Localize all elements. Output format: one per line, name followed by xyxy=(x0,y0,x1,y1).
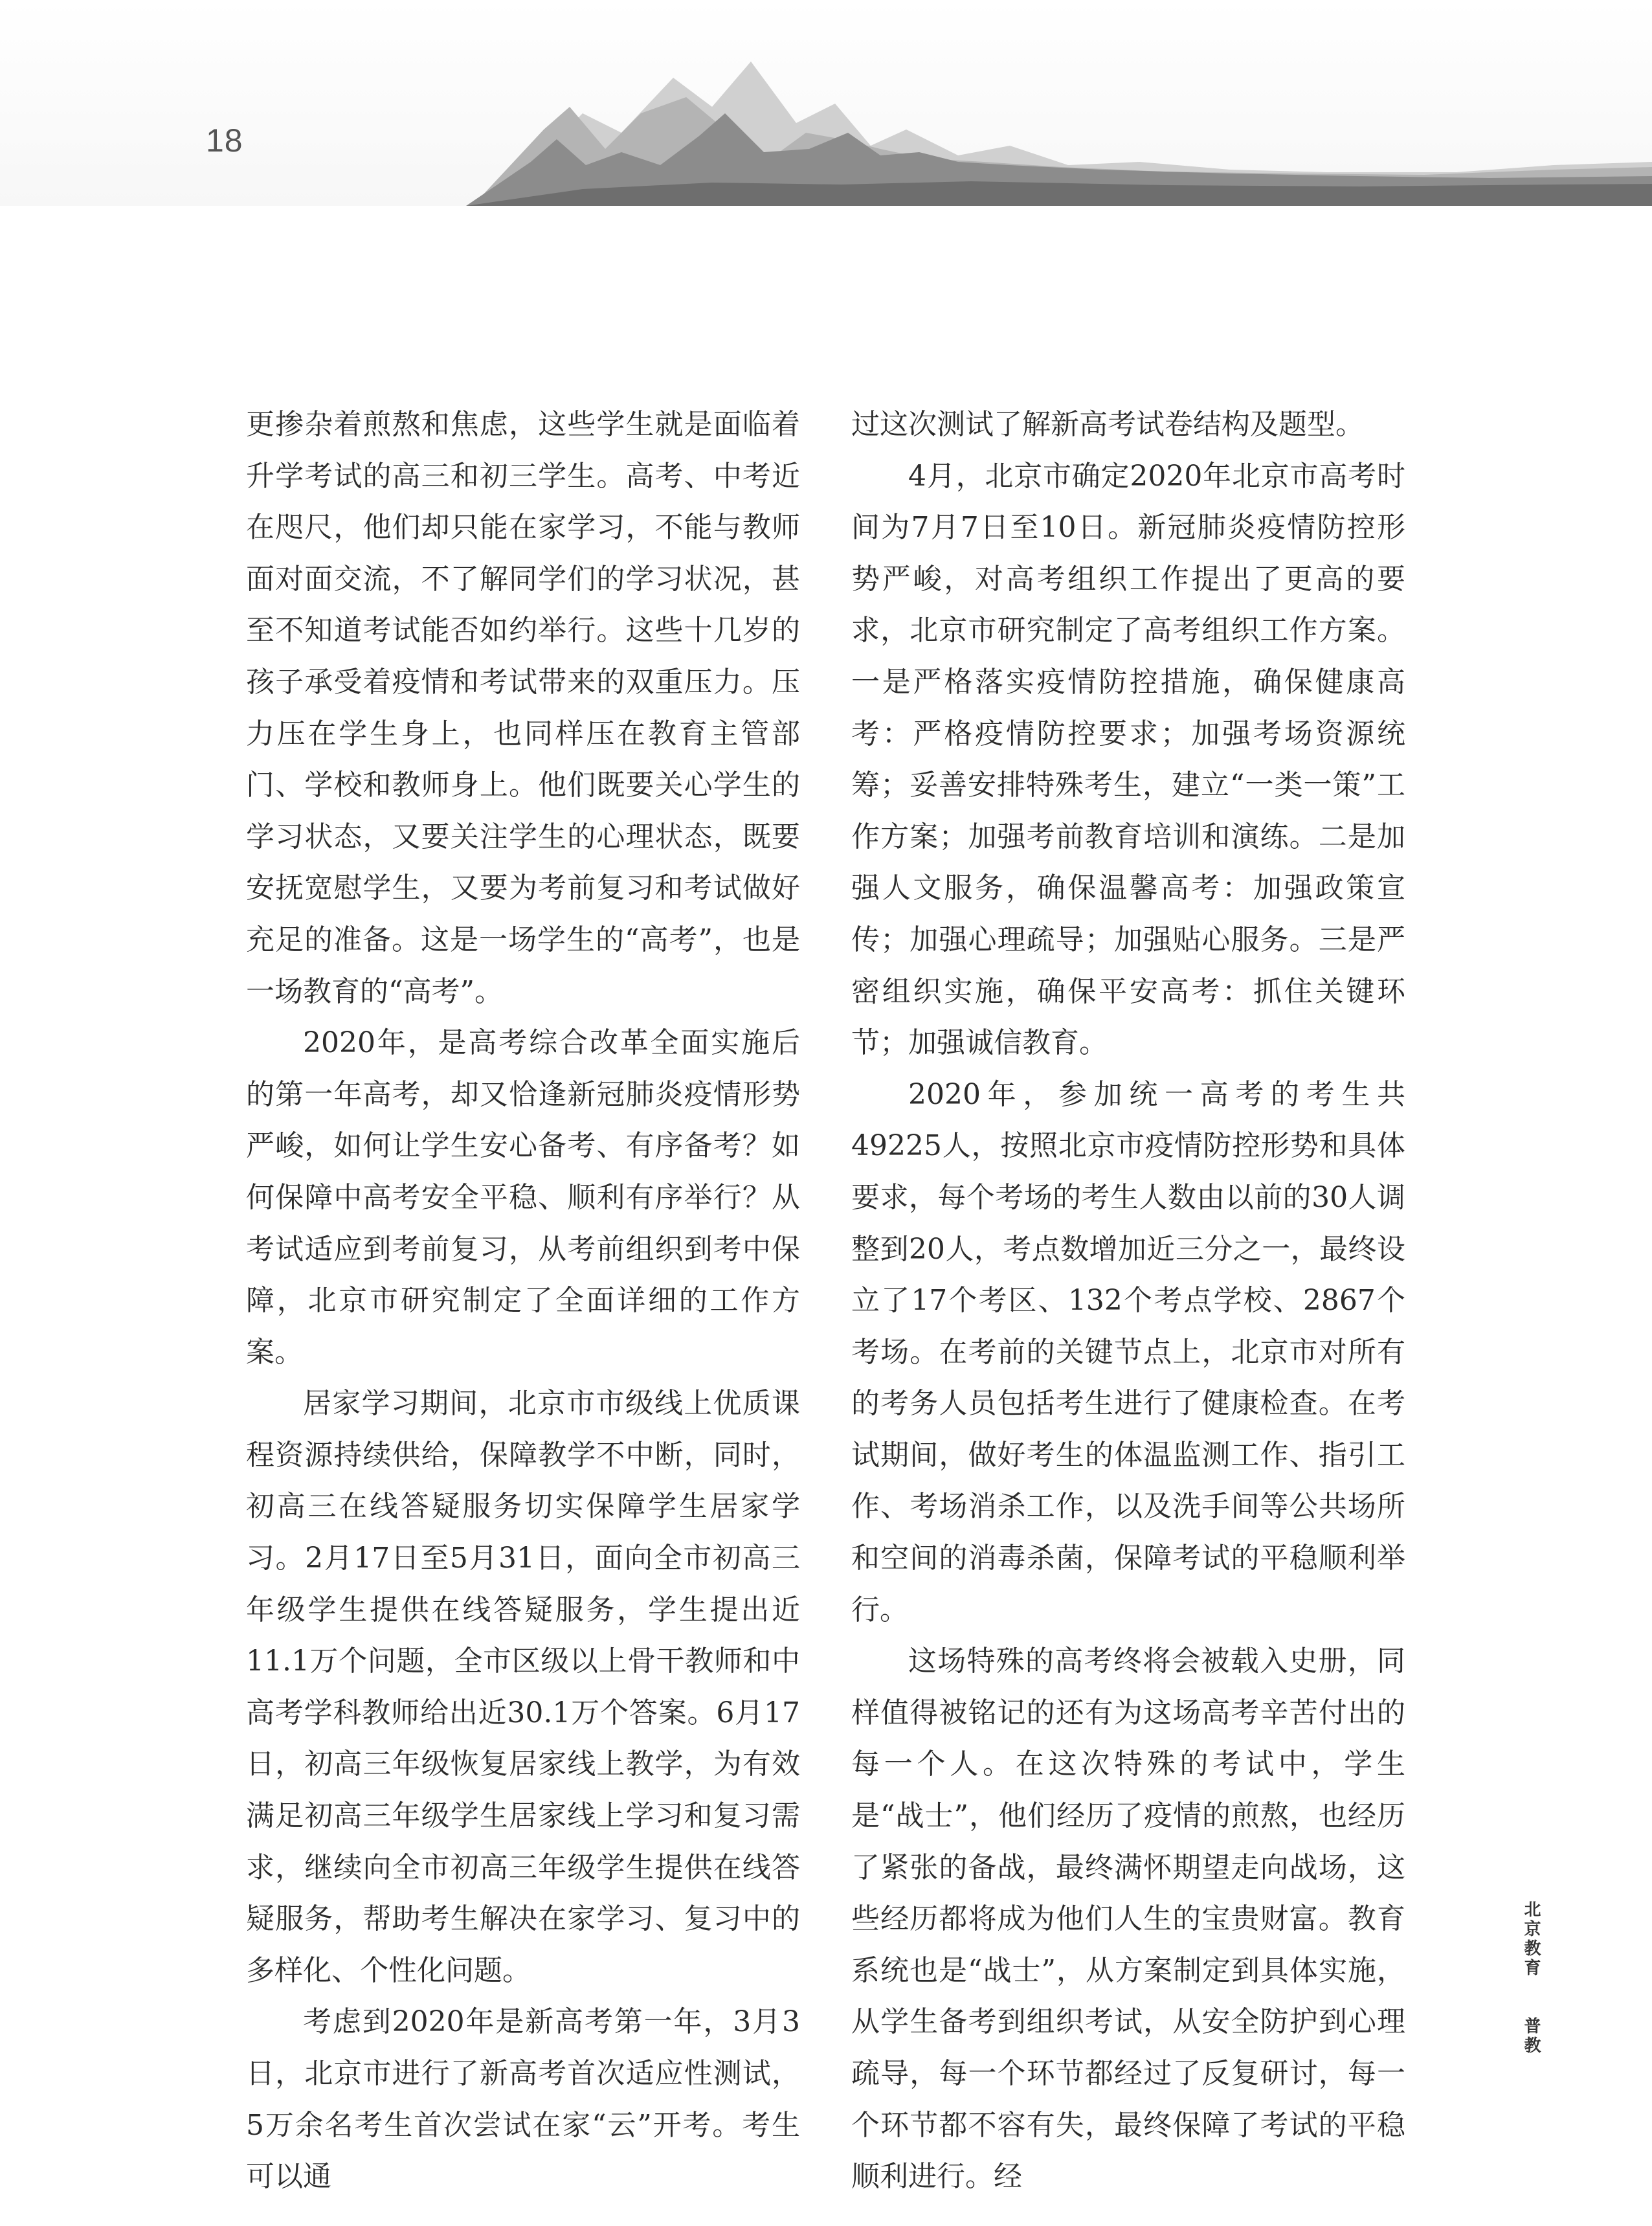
page-number: 18 xyxy=(206,122,243,159)
magazine-edition: 普教 xyxy=(1521,2017,1541,2056)
paragraph: 考虑到2020年是新高考第一年，3月3日，北京市进行了新高考首次适应性测试，5万余名考生首次尝试在家“云”开考。考生可以通 xyxy=(246,2005,800,2194)
article-column-left xyxy=(246,399,800,2203)
paragraph: 2020年，是高考综合改革全面实施后的第一年高考，却又恰逢新冠肺炎疫情形势严峻，如何让学生安心备考、有序备考？如何保障中高考安全平稳、顺利有序举行？从考试适应到考前复习，从考前组织到考中保障，北京市研究制定了全面详细的工作方案。 xyxy=(246,1026,800,1369)
paragraph: 过这次测试了解新高考试卷结构及题型。 xyxy=(851,408,1364,441)
paragraph: 2020年，参加统一高考的考生共49225人，按照北京市疫情防控形势和具体要求，每个考场的考生人数由以前的30人调整到20人，考点数增加近三分之一，最终设立了17个考区、132个考点学校、2867个考场。在考前的关键节点上，北京市对所有的考务人员包括考生进行了健康检查。在考试期间，做好考生的体温监测工作、指引工作、考场消杀工作，以及洗手间等公共场所和空间的消毒杀菌，保障考试的平稳顺利举行。 xyxy=(851,1077,1405,1626)
magazine-side-label xyxy=(1519,1900,1543,2056)
article-column-right xyxy=(851,399,1405,2203)
mountain-banner-illustration xyxy=(0,0,1652,206)
header-band xyxy=(0,0,1652,206)
paragraph: 居家学习期间，北京市市级线上优质课程资源持续供给，保障教学不中断，同时，初高三在线答疑服务切实保障学生居家学习。2月17日至5月31日，面向全市初高三年级学生提供在线答疑服务，学生提出近11.1万个问题，全市区级以上骨干教师和中高考学科教师给出近30.1万个答案。6月17日，初高三年级恢复居家线上教学，为有效满足初高三年级学生居家线上学习和复习需求，继续向全市初高三年级学生提供在线答疑服务，帮助考生解决在家学习、复习中的多样化、个性化问题。 xyxy=(246,1387,800,1987)
magazine-name: 北京教育 xyxy=(1521,1900,1541,1978)
paragraph: 4月，北京市确定2020年北京市高考时间为7月7日至10日。新冠肺炎疫情防控形势严峻，对高考组织工作提出了更高的要求，北京市研究制定了高考组织工作方案。一是严格落实疫情防控措施，确保健康高考：严格疫情防控要求；加强考场资源统筹；妥善安排特殊考生，建立“一类一策”工作方案；加强考前教育培训和演练。二是加强人文服务，确保温馨高考：加强政策宣传；加强心理疏导；加强贴心服务。三是严密组织实施，确保平安高考：抓住关键环节；加强诚信教育。 xyxy=(851,459,1405,1060)
paragraph: 更掺杂着煎熬和焦虑，这些学生就是面临着升学考试的高三和初三学生。高考、中考近在咫尺，他们却只能在家学习，不能与教师面对面交流，不了解同学们的学习状况，甚至不知道考试能否如约举行。这些十几岁的孩子承受着疫情和考试带来的双重压力。压力压在学生身上，也同样压在教育主管部门、学校和教师身上。他们既要关心学生的学习状态，又要关注学生的心理状态，既要安抚宽慰学生，又要为考前复习和考试做好充足的准备。这是一场学生的“高考”，也是一场教育的“高考”。 xyxy=(246,408,800,1008)
paragraph: 这场特殊的高考终将会被载入史册，同样值得被铭记的还有为这场高考辛苦付出的每一个人。在这次特殊的考试中，学生是“战士”，他们经历了疫情的煎熬，也经历了紧张的备战，最终满怀期望走向战场，这些经历都将成为他们人生的宝贵财富。教育系统也是“战士”，从方案制定到具体实施，从学生备考到组织考试，从安全防护到心理疏导，每一个环节都经过了反复研讨，每一个环节都不容有失，最终保障了考试的平稳顺利进行。经 xyxy=(851,1645,1405,2194)
